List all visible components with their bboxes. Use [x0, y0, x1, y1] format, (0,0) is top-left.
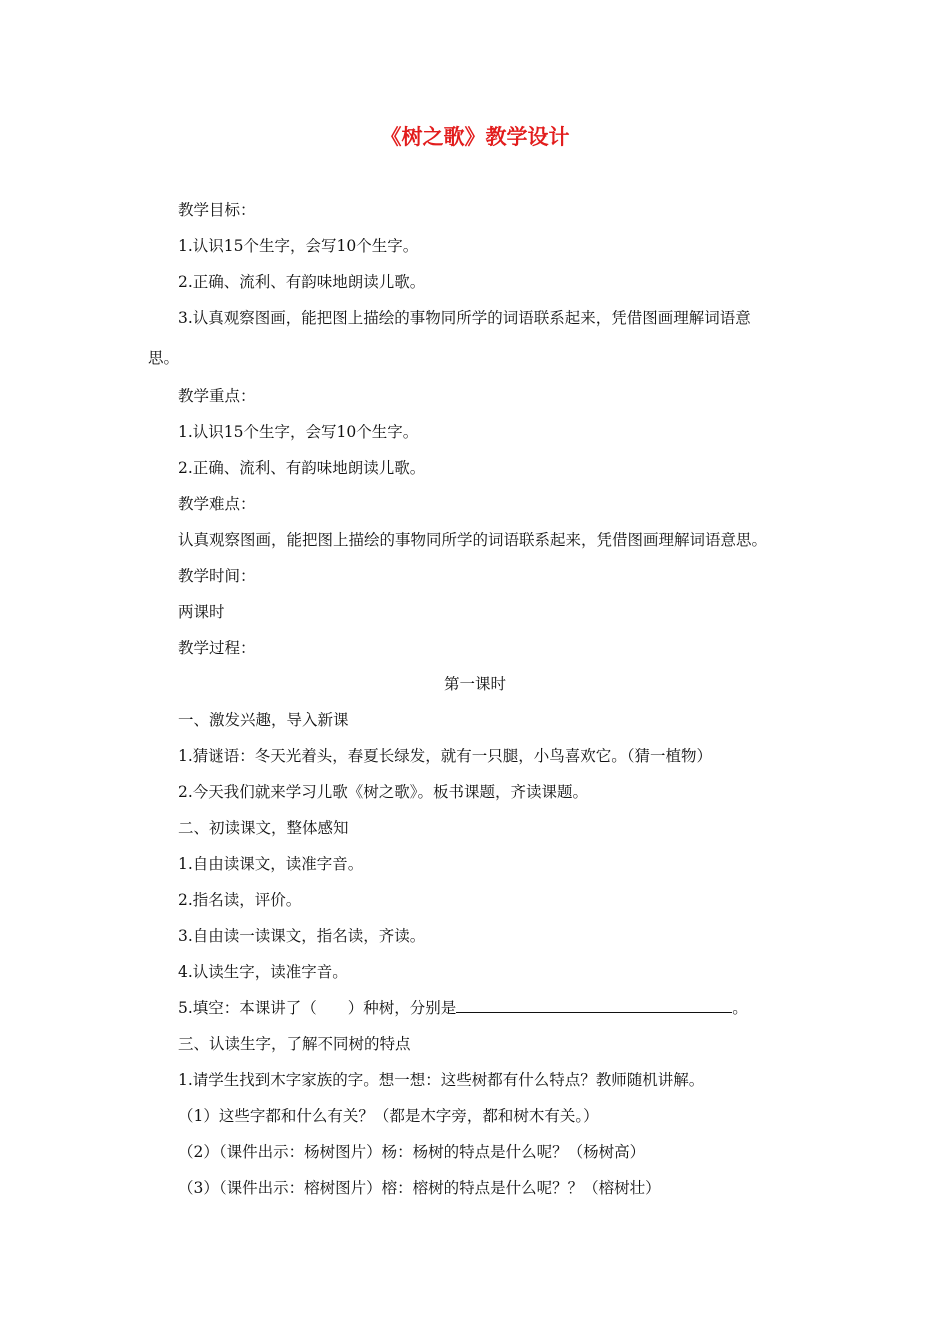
process-heading: 教学过程：: [178, 639, 256, 657]
sub-step-item: （1）这些字都和什么有关？（都是木字旁，都和树木有关。）: [178, 1107, 599, 1125]
key-point-item: 1.认识15个生字，会写10个生字。: [178, 423, 419, 441]
goal-item: 2.正确、流利、有韵味地朗读儿歌。: [178, 273, 426, 291]
time-heading: 教学时间：: [178, 567, 256, 585]
step-item: 2.指名读，评价。: [178, 891, 302, 909]
lesson-heading: 第一课时: [443, 675, 506, 693]
goals-heading: 教学目标：: [178, 201, 256, 219]
fill-in-prompt: 5.填空：本课讲了（ ）种树，分别是: [178, 999, 457, 1017]
goal-item: 1.认识15个生字，会写10个生字。: [178, 237, 419, 255]
step-item: 1.自由读课文，读准字音。: [178, 855, 364, 873]
sub-step-item: （2）（课件出示：杨树图片）杨：杨树的特点是什么呢？（杨树高）: [178, 1143, 646, 1161]
sub-step-item: （3）（课件出示：榕树图片）榕：榕树的特点是什么呢？？（榕树壮）: [178, 1179, 661, 1197]
difficulty-text: 认真观察图画，能把图上描绘的事物同所学的词语联系起来，凭借图画理解词语意思。: [178, 531, 768, 549]
section-heading: 三、认读生字，了解不同树的特点: [178, 1035, 411, 1053]
document-title: 《树之歌》教学设计: [380, 124, 570, 149]
step-item: 1.猜谜语：冬天光着头，春夏长绿发，就有一只腿，小鸟喜欢它。（猜一植物）: [178, 747, 713, 765]
key-point-item: 2.正确、流利、有韵味地朗读儿歌。: [178, 459, 426, 477]
key-points-heading: 教学重点：: [178, 387, 256, 405]
fill-in-item: [178, 996, 748, 1020]
step-item: 4.认读生字，读准字音。: [178, 963, 348, 981]
goal-item: 3.认真观察图画，能把图上描绘的事物同所学的词语联系起来，凭借图画理解词语意: [178, 309, 751, 327]
section-heading: 二、初读课文，整体感知: [178, 819, 349, 837]
step-item: 1.请学生找到木字家族的字。想一想：这些树都有什么特点？教师随机讲解。: [178, 1071, 705, 1089]
step-item: 2.今天我们就来学习儿歌《树之歌》。板书课题，齐读课题。: [178, 783, 589, 801]
goal-item-continuation: 思。: [148, 349, 180, 367]
difficulty-heading: 教学难点：: [178, 495, 256, 513]
time-text: 两课时: [178, 603, 225, 621]
fill-in-suffix: 。: [732, 999, 748, 1017]
fill-in-blank-line: [456, 996, 732, 1013]
step-item: 3.自由读一读课文，指名读，齐读。: [178, 927, 426, 945]
section-heading: 一、激发兴趣，导入新课: [178, 711, 349, 729]
